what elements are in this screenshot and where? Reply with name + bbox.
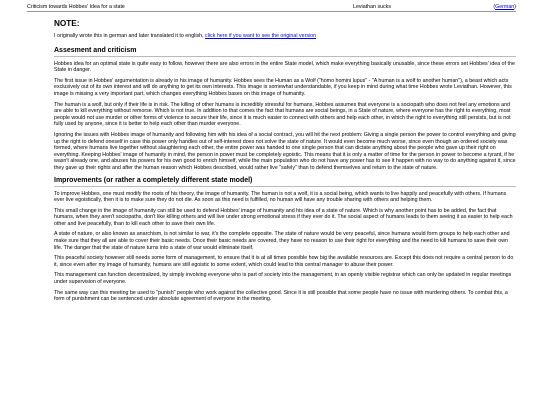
- article-content: [54, 17, 516, 307]
- paragraph: A state of nature, or also known as anarchism, is not similar to war, it's the complete opposite. The state of nature would be very peaceful, since humans would form groups to help each other and make sure that they all are able to cover their basic needs. Once their basic needs are covered, they have no reason to use their right for everything and the need to kill humans to save their own life. The danger that the state of nature turns into a state of war would eliminate itself.: [54, 231, 510, 251]
- page-breadcrumb: Criticism towards Hobbes' Idea for a state: [27, 4, 125, 10]
- paragraph: The first issue in Hobbes' argumentation is already in his image of humanity. Hobbes sees the Human as a Wolf ("homo homini lupus" - "A human is a wolf to another human"), a beast which acts exclusively out of its own interest and will do anything to get its own interests. This image is somewhat understandable, if you keep in mind during what time Hobbes wrote Leviathan. However, this image is missing a very important part, which changes everything Hobbes bases on this image of humanity.: [54, 77, 512, 97]
- paragraph: Hobbes idea for an optimal state is quite easy to follow, however there are also errors in the entire State model, which make everything basically unusable, since these errors set Hobbes' idea of the State in danger.: [54, 60, 515, 74]
- site-title: Leviathan sucks: [353, 4, 391, 10]
- note-heading: NOTE:: [54, 19, 80, 28]
- paragraph: This peaceful society however still needs some form of management, to ensure that it is at all times possible how big the available resources are. Except this does not require a central person to do it, since even after my image of humanity, humans are still egoistic to some extent, which could lead to this central manager to abuse their power.: [54, 255, 514, 268]
- section-heading-assessment: Assesment and criticism: [54, 46, 516, 57]
- paragraph: Ignoring the issues with Hobbes image of humanity and following him with his idea of a social contract, you will hit the next problem: Giving a single person the power to control everything and giving up the right to defend oneself in case this power only handles out of self-interest does not solve the state of nature. It would even become much worse, since even though an ordered society was formed, where humans live together without slaughtering each other, the entire power was handed to one single person that can dictate anything about the people who gave up their right on everything. Keeping Hobbes' image of humanity in mind, the person in power must be completely egoistic. This means that it is only a matter of time for the person in power to become a tyrant, if he wasn't already one, and abuses his powers for his own good to enrich himself, while the main population who do not have any power has to see it happen with no way to do anything against it, since they gave up their rights and after the human reason which Hobbes described, would rather live "safely" than to defend themselves and return to the state of nature.: [54, 131, 516, 171]
- original-version-link[interactable]: click here if you want to see the original version: [205, 33, 317, 39]
- note-paragraph: [54, 33, 516, 40]
- lang-open-paren: (: [493, 4, 496, 10]
- lang-close-paren: ): [514, 4, 516, 10]
- section-improvements: [54, 176, 516, 303]
- note-text: I originally wrote this in german and later translated it to english,: [54, 33, 206, 39]
- german-language-link[interactable]: German: [495, 4, 515, 10]
- paragraph: To improve Hobbes, one must modify the roots of his theory, the image of humanity. The human is not a wolf, it is a social being, which wants to live happily and peacefully with others. If humans ever live egoistically, then it is to make sure they do not die. As soon as this need is fulfilled, no human will have any trouble sharing with others and helping them.: [54, 190, 507, 204]
- language-switch: [493, 4, 516, 10]
- paragraph: This management can function decentralized, by simply involving everyone who is part of society into the management, in an openly visible registrar which can only be updated in regular meetings under supervision of everyone.: [54, 272, 512, 286]
- paragraph: The human is a wolf, but only if their life is in risk. The killing of other humans is incredibly stressful for humans, Hobbes assumes that everyone is a sociopath who does not feel any emotions and are able to kill everything without remorse. Which is not true. In addition to that comes the fact that humans are social beings, in a State of nature, where everyone has the right to everything, most people would not use murder or other forms of violence to secure their life, since it is much easier to connect with others and help each other, in which the right to everything still persists, but is not fully used by anyone, since it is better to help each other than murder everyone.: [54, 101, 511, 128]
- top-bar: [27, 3, 516, 12]
- section-heading-improvements: Improvements (or rather a completely different state model): [54, 176, 516, 187]
- paragraph: The same way can this meeting be used to "punish" people who work against the collective good. Since it is still possible that some people have no issue with murdering others. To combat this, a form of punishment can be sentenced under absolute agreement of everyone in the meeting.: [54, 289, 508, 303]
- paragraph: This small change in the image of humanity can still be used to defend Hobbes' image of humanity and his idea of a state of nature. Which is why another point has to be added, the fact that humans, when they aren't sociopaths, don't like killing others and will live under strong emotional stress if they ever do it. The social aspect of humans leads to them seeing it as easier to help each other and live peacefully, than to kill each other to save their own life.: [54, 207, 513, 227]
- section-assessment: [54, 46, 516, 172]
